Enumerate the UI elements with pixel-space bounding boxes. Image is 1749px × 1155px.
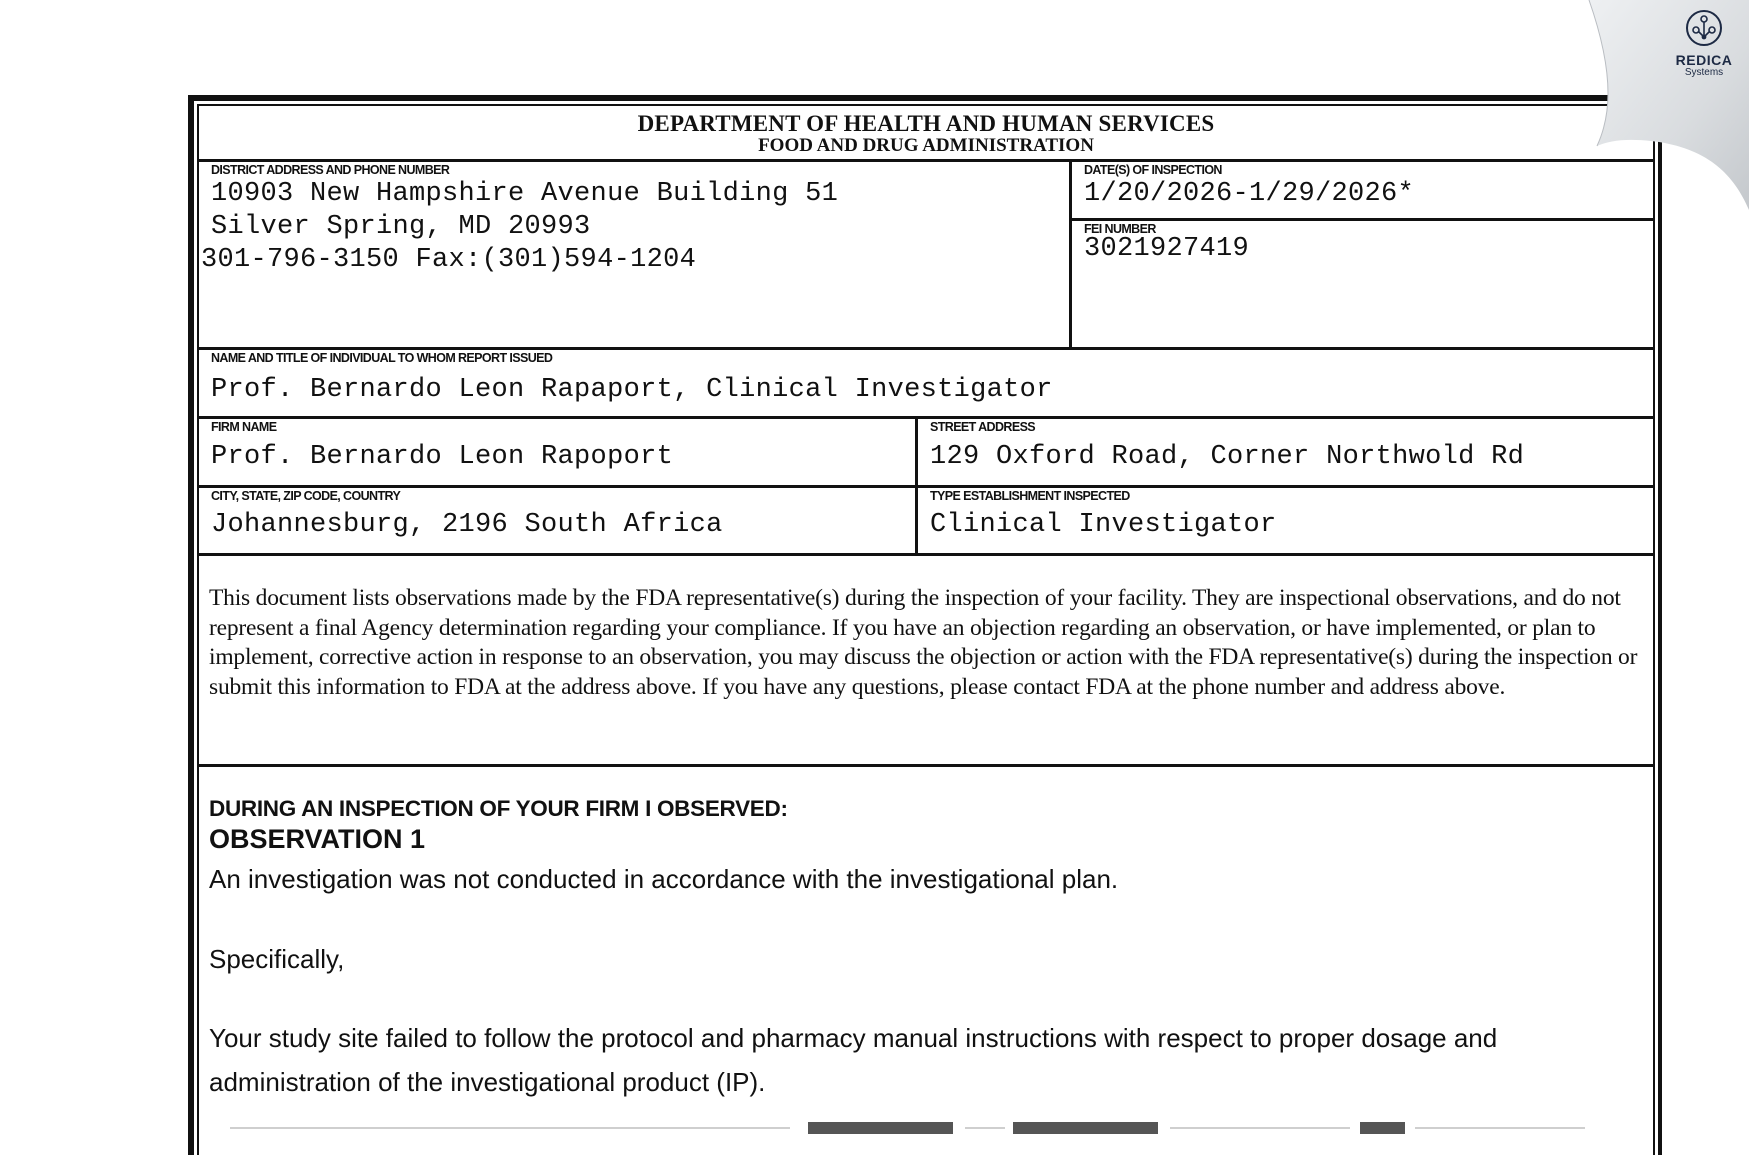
district-cell <box>199 162 1069 347</box>
divider <box>199 764 1653 767</box>
establishment-label: TYPE ESTABLISHMENT INSPECTED <box>930 489 1130 503</box>
notice-paragraph: This document lists observations made by the FDA representative(s) during the inspection of your facility. They are inspectional observations, and do not represent a final Agency determination regarding your compliance. If you have an objection regarding an observation, or have implemented, or plan to implement, corrective action in response to an observation, you may discuss the objection or action with the FDA representative(s) during the inspection or submit this information to FDA at the address above. If you have any questions, please contact FDA at the phone number and address above. <box>209 585 1638 700</box>
cut-off-text-line <box>230 1127 790 1129</box>
form-frame <box>197 104 1655 1155</box>
divider <box>199 553 1653 556</box>
district-address-line1: 10903 New Hampshire Avenue Building 51 <box>211 179 839 209</box>
redica-molecule-icon <box>1684 8 1724 48</box>
establishment-cell <box>918 488 1666 553</box>
street-cell <box>918 419 1666 485</box>
fei-cell <box>1072 221 1666 347</box>
issued-to-label: NAME AND TITLE OF INDIVIDUAL TO WHOM REPORT ISSUED <box>211 351 553 365</box>
observation-summary: An investigation was not conducted in accordance with the investigational plan. <box>209 864 1119 894</box>
redaction-block <box>1013 1122 1158 1134</box>
establishment-value: Clinical Investigator <box>930 510 1277 540</box>
street-value: 129 Oxford Road, Corner Northwold Rd <box>930 442 1525 472</box>
page-curl-corner <box>1549 0 1749 210</box>
cut-off-text-line <box>965 1127 1005 1129</box>
cut-off-text-line <box>1415 1127 1585 1129</box>
logo-subtitle: Systems <box>1684 67 1724 78</box>
redaction-block <box>808 1122 953 1134</box>
observations-intro: DURING AN INSPECTION OF YOUR FIRM I OBSERVED: <box>209 796 788 821</box>
firm-label: FIRM NAME <box>211 420 277 434</box>
logo-name: REDICA <box>1675 52 1733 68</box>
redaction-block <box>1360 1122 1405 1134</box>
inspection-dates-label: DATE(S) OF INSPECTION <box>1084 163 1222 177</box>
issued-to-value: Prof. Bernardo Leon Rapaport, Clinical Investigator <box>211 375 1053 405</box>
observation-title: OBSERVATION 1 <box>209 824 426 854</box>
observation-specifically: Specifically, <box>209 944 345 974</box>
agency-title: FOOD AND DRUG ADMINISTRATION <box>758 135 1094 156</box>
district-label: DISTRICT ADDRESS AND PHONE NUMBER <box>211 163 450 177</box>
issued-to-cell <box>199 350 1666 416</box>
cut-off-text-line <box>1170 1127 1350 1129</box>
district-phone: 301-796-3150 Fax:(301)594-1204 <box>201 245 697 275</box>
fei-label: FEI NUMBER <box>1084 222 1156 236</box>
observation-detail: Your study site failed to follow the protocol and pharmacy manual instructions with respect to proper dosage and administration of the investigational product (IP). <box>209 1023 1498 1097</box>
form-header <box>199 106 1653 162</box>
redica-logo <box>1669 8 1739 78</box>
district-address-line2: Silver Spring, MD 20993 <box>211 212 591 242</box>
city-value: Johannesburg, 2196 South Africa <box>211 510 723 540</box>
inspection-dates-value: 1/20/2026-1/29/2026* <box>1084 179 1415 209</box>
firm-value: Prof. Bernardo Leon Rapoport <box>211 442 674 472</box>
street-label: STREET ADDRESS <box>930 420 1036 434</box>
city-cell <box>199 488 915 553</box>
fda-483-form <box>188 95 1662 1155</box>
firm-cell <box>199 419 915 485</box>
city-label: CITY, STATE, ZIP CODE, COUNTRY <box>211 489 401 503</box>
department-title: DEPARTMENT OF HEALTH AND HUMAN SERVICES <box>637 111 1215 136</box>
fei-value: 3021927419 <box>1084 234 1250 264</box>
